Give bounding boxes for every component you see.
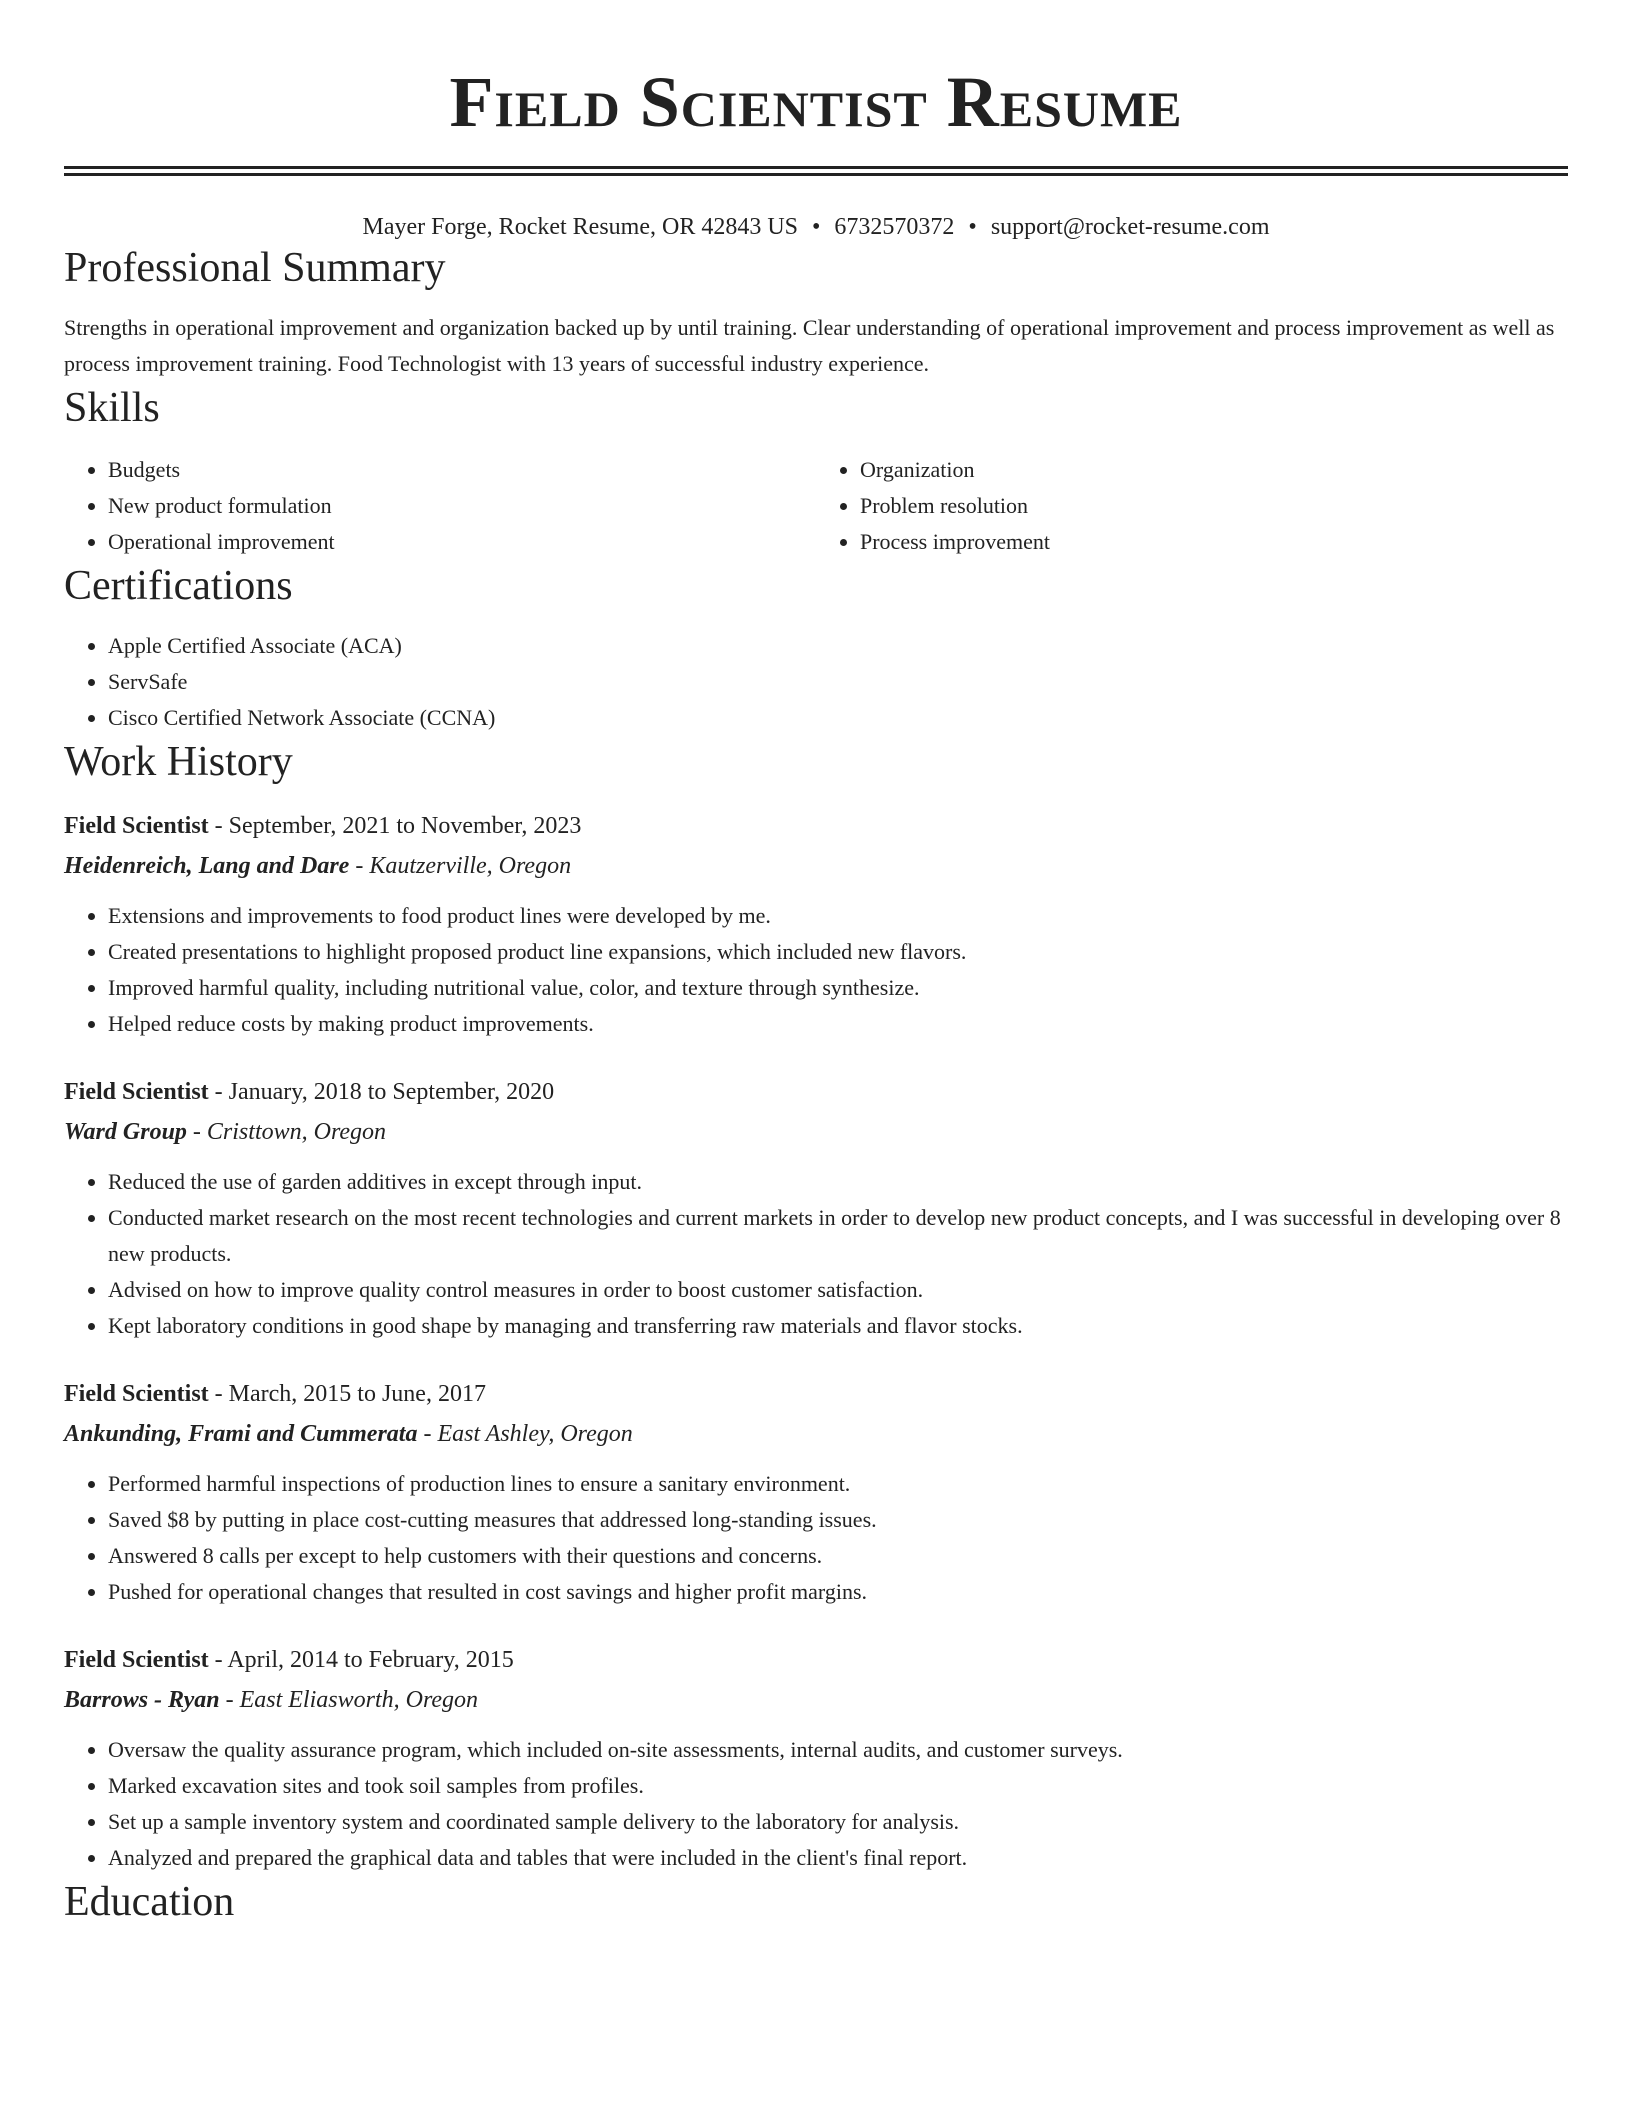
job-title: Field Scientist <box>64 1079 209 1105</box>
job-title: Field Scientist <box>64 813 209 839</box>
resume-title: Field Scientist Resume <box>449 62 1183 142</box>
duty-item: • Created presentations to highlight proposed product line expansions, which included new flavors. <box>108 934 1568 970</box>
duty-item: • Conducted market research on the most recent technologies and current markets in order to develop new product concepts, and I was successful in developing over 8 new products. <box>108 1200 1568 1272</box>
duty-item: • Helped reduce costs by making product improvements. <box>108 1006 1568 1042</box>
skills-list-left <box>64 452 816 560</box>
work-history-heading: Work History <box>64 739 293 785</box>
skills-list-right <box>816 452 1568 560</box>
duty-item: • Improved harmful quality, including nutritional value, color, and texture through synthesize. <box>108 970 1568 1006</box>
job-title-line <box>64 806 1568 846</box>
job-title-line <box>64 1072 1568 1112</box>
job-duties <box>64 1164 1568 1344</box>
duty-item: • Performed harmful inspections of production lines to ensure a sanitary environment. <box>108 1466 1568 1502</box>
job-company: Ward Group <box>64 1119 187 1145</box>
duty-item: • Extensions and improvements to food product lines were developed by me. <box>108 898 1568 934</box>
job-title: Field Scientist <box>64 1381 209 1407</box>
certification-item: • Cisco Certified Network Associate (CCNA) <box>108 700 1568 736</box>
skill-item: • New product formulation <box>108 488 816 524</box>
duty-item: • Analyzed and prepared the graphical data and tables that were included in the client's final report. <box>108 1840 1568 1876</box>
contact-line <box>64 212 1568 242</box>
job-duties <box>64 1466 1568 1610</box>
job-dates: - April, 2014 to February, 2015 <box>208 1647 514 1673</box>
skills-grid <box>64 452 1568 560</box>
contact-address: Mayer Forge, Rocket Resume, OR 42843 US <box>362 214 798 240</box>
duty-item: • Kept laboratory conditions in good shape by managing and transferring raw materials and flavor stocks. <box>108 1308 1568 1344</box>
job-title-line <box>64 1374 1568 1414</box>
job-company: Heidenreich, Lang and Dare <box>64 853 350 879</box>
contact-separator: • <box>812 214 821 240</box>
skill-item: • Budgets <box>108 452 816 488</box>
job-company-line <box>64 1112 1568 1152</box>
contact-email[interactable]: support@rocket-resume.com <box>990 214 1270 240</box>
job-entry <box>64 1374 1568 1610</box>
contact-phone: 6732570372 <box>834 214 955 240</box>
skills-heading: Skills <box>64 385 160 431</box>
job-company-line <box>64 1680 1568 1720</box>
duty-item: • Marked excavation sites and took soil samples from profiles. <box>108 1768 1568 1804</box>
job-duties <box>64 898 1568 1042</box>
certification-item: • ServSafe <box>108 664 1568 700</box>
duty-item: • Oversaw the quality assurance program, which included on-site assessments, internal audits, and customer surveys. <box>108 1732 1568 1768</box>
duty-item: • Answered 8 calls per except to help customers with their questions and concerns. <box>108 1538 1568 1574</box>
duty-item: • Set up a sample inventory system and coordinated sample delivery to the laboratory for analysis. <box>108 1804 1568 1840</box>
duty-item: • Reduced the use of garden additives in except through input. <box>108 1164 1568 1200</box>
job-dates: - January, 2018 to September, 2020 <box>208 1079 555 1105</box>
skill-item: • Problem resolution <box>860 488 1568 524</box>
job-entry <box>64 1640 1568 1876</box>
job-title: Field Scientist <box>64 1647 209 1673</box>
job-dates: - March, 2015 to June, 2017 <box>208 1381 486 1407</box>
certifications-list <box>64 628 1568 736</box>
skill-item: • Organization <box>860 452 1568 488</box>
job-location: - Cristtown, Oregon <box>186 1119 387 1145</box>
job-company: Barrows - Ryan <box>64 1687 220 1713</box>
job-location: - East Ashley, Oregon <box>417 1421 633 1447</box>
job-company-line <box>64 1414 1568 1454</box>
summary-heading: Professional Summary <box>64 245 446 291</box>
job-company: Ankunding, Frami and Cummerata <box>64 1421 418 1447</box>
job-entry <box>64 1072 1568 1344</box>
title-divider <box>64 166 1568 176</box>
duty-item: • Pushed for operational changes that resulted in cost savings and higher profit margins. <box>108 1574 1568 1610</box>
contact-separator: • <box>968 214 977 240</box>
job-entry <box>64 806 1568 1042</box>
summary-text: Strengths in operational improvement and organization backed up by until training. Clear understanding of operational improvement and process improvement as well as process improvement training. Food Technologist with 13 years of successful industry experience. <box>64 315 1555 376</box>
job-dates: - September, 2021 to November, 2023 <box>208 813 582 839</box>
skill-item: • Operational improvement <box>108 524 816 560</box>
duty-item: • Saved $8 by putting in place cost-cutting measures that addressed long-standing issues. <box>108 1502 1568 1538</box>
job-location: - Kautzerville, Oregon <box>349 853 572 879</box>
job-company-line <box>64 846 1568 886</box>
skill-item: • Process improvement <box>860 524 1568 560</box>
certifications-heading: Certifications <box>64 563 293 609</box>
certification-item: • Apple Certified Associate (ACA) <box>108 628 1568 664</box>
job-location: - East Eliasworth, Oregon <box>219 1687 479 1713</box>
job-title-line <box>64 1640 1568 1680</box>
education-heading: Education <box>64 1879 235 1925</box>
job-duties <box>64 1732 1568 1876</box>
duty-item: • Advised on how to improve quality control measures in order to boost customer satisfaction. <box>108 1272 1568 1308</box>
